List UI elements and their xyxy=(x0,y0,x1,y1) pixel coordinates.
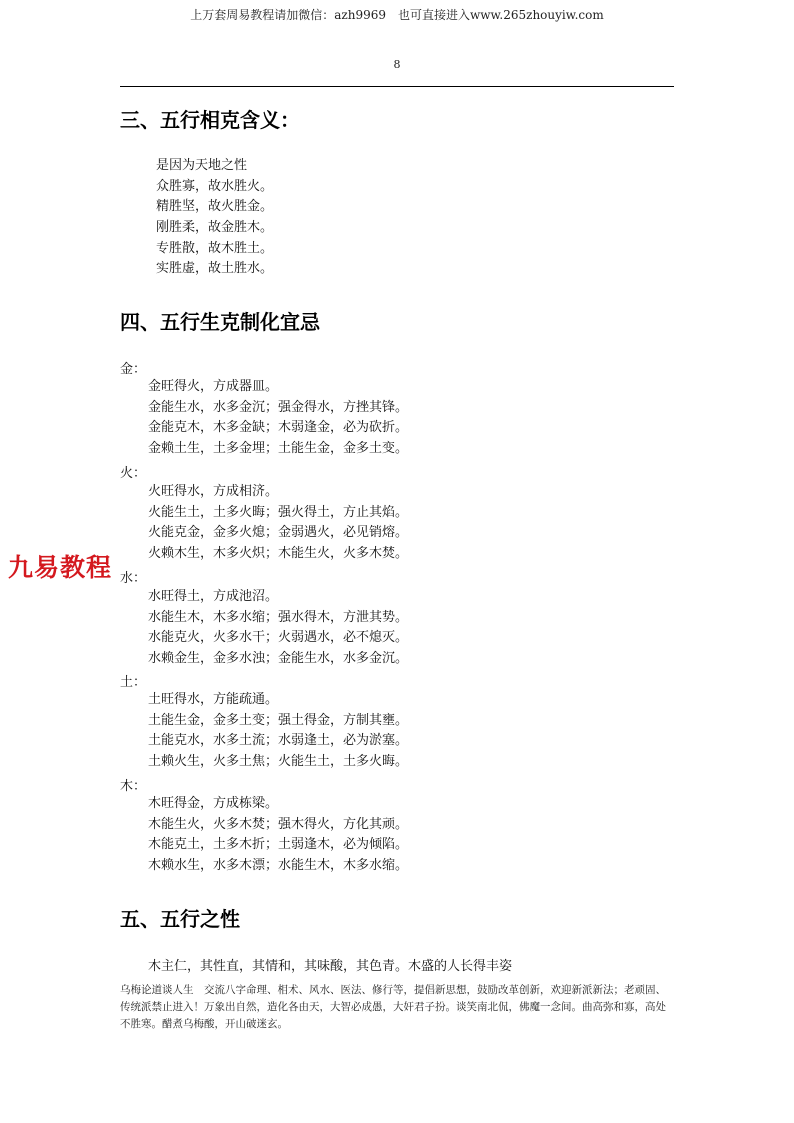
rule-line: 金能生水，水多金沉；强金得水，方挫其锋。 xyxy=(148,399,409,415)
section-3-line: 是因为天地之性 xyxy=(156,158,248,173)
element-group-metal xyxy=(148,377,408,460)
rule-line: 木旺得金，方成栋梁。 xyxy=(148,796,279,811)
element-label-earth: 土： xyxy=(120,675,147,690)
element-label-fire: 火： xyxy=(120,466,147,481)
rule-line: 土能克水，水多土流；水弱逢土，必为淤塞。 xyxy=(148,733,409,749)
section-3-line: 实胜虚，故土胜水。 xyxy=(156,261,274,277)
section-5-text: 木主仁，其性直，其情和，其味酸，其色青。木盛的人长得丰姿 xyxy=(148,959,513,974)
rule-line: 火赖木生，木多火炽；木能生火，火多木焚。 xyxy=(148,546,409,562)
section-3-line: 专胜散，故木胜土。 xyxy=(156,240,274,256)
section-3-line: 精胜坚，故火胜金。 xyxy=(156,199,274,215)
header-rule xyxy=(120,86,674,87)
rule-line: 水能克火，火多水干；火弱遇水，必不熄灭。 xyxy=(148,630,409,646)
element-label-wood: 木： xyxy=(120,779,147,794)
element-group-water xyxy=(148,587,408,670)
rule-line: 土能生金，金多土变；强土得金，方制其壅。 xyxy=(148,712,409,728)
watermark-logo: 九易教程 xyxy=(8,553,113,582)
element-group-wood xyxy=(148,794,408,877)
rule-line: 水赖金生，金多水浊；金能生水，水多金沉。 xyxy=(148,651,409,667)
rule-line: 木能生火，火多木焚；强木得火，方化其顽。 xyxy=(148,816,409,832)
section-3-line: 众胜寡，故水胜火。 xyxy=(156,178,274,194)
section-4-heading: 四、五行生克制化宜忌 xyxy=(120,310,320,334)
rule-line: 水旺得土，方成池沼。 xyxy=(148,589,279,604)
rule-line: 木赖水生，水多木漂；水能生木，木多水缩。 xyxy=(148,858,409,874)
rule-line: 火旺得水，方成相济。 xyxy=(148,484,279,499)
rule-line: 火能克金，金多火熄；金弱遇火，必见销熔。 xyxy=(148,525,409,541)
header-note: 上万套周易教程请加微信：azh9969 也可直接进入www.265zhouyiw.com xyxy=(190,8,604,22)
section-3-heading: 三、五行相克含义： xyxy=(120,108,300,132)
section-3-line: 刚胜柔，故金胜木。 xyxy=(156,220,274,236)
element-group-fire xyxy=(148,482,408,565)
rule-line: 金能克木，木多金缺；木弱逢金，必为砍折。 xyxy=(148,420,409,436)
element-label-water: 水： xyxy=(120,571,147,586)
rule-line: 木能克土，土多木折；土弱逢木，必为倾陷。 xyxy=(148,837,409,853)
element-label-metal: 金： xyxy=(120,362,147,377)
rule-line: 土赖火生，火多土焦；火能生土，土多火晦。 xyxy=(148,754,409,770)
page-number: 8 xyxy=(393,58,401,71)
footer-notice: 乌梅论道谈人生 交流八字命理、相术、风水、医法、修行等，提倡新思想，鼓励改革创新，欢迎新派新法；老顽固、传统派禁止进入！万象出自然，造化各由天，大智必成愚，大奸君子扮。谈笑南北侃，佛魔一念间。曲高弥和寡，高处不胜寒。醋煮乌梅酸，开山破迷玄。 xyxy=(120,984,666,1030)
element-group-earth xyxy=(148,690,408,773)
section-3-text xyxy=(156,156,273,280)
rule-line: 火能生土，土多火晦；强火得土，方止其焰。 xyxy=(148,504,409,520)
rule-line: 金旺得火，方成器皿。 xyxy=(148,379,279,394)
rule-line: 土旺得水，方能疏通。 xyxy=(148,692,279,707)
rule-line: 金赖土生，土多金埋；土能生金，金多土变。 xyxy=(148,441,409,457)
rule-line: 水能生木，木多水缩；强水得木，方泄其势。 xyxy=(148,609,409,625)
section-5-heading: 五、五行之性 xyxy=(120,907,240,931)
